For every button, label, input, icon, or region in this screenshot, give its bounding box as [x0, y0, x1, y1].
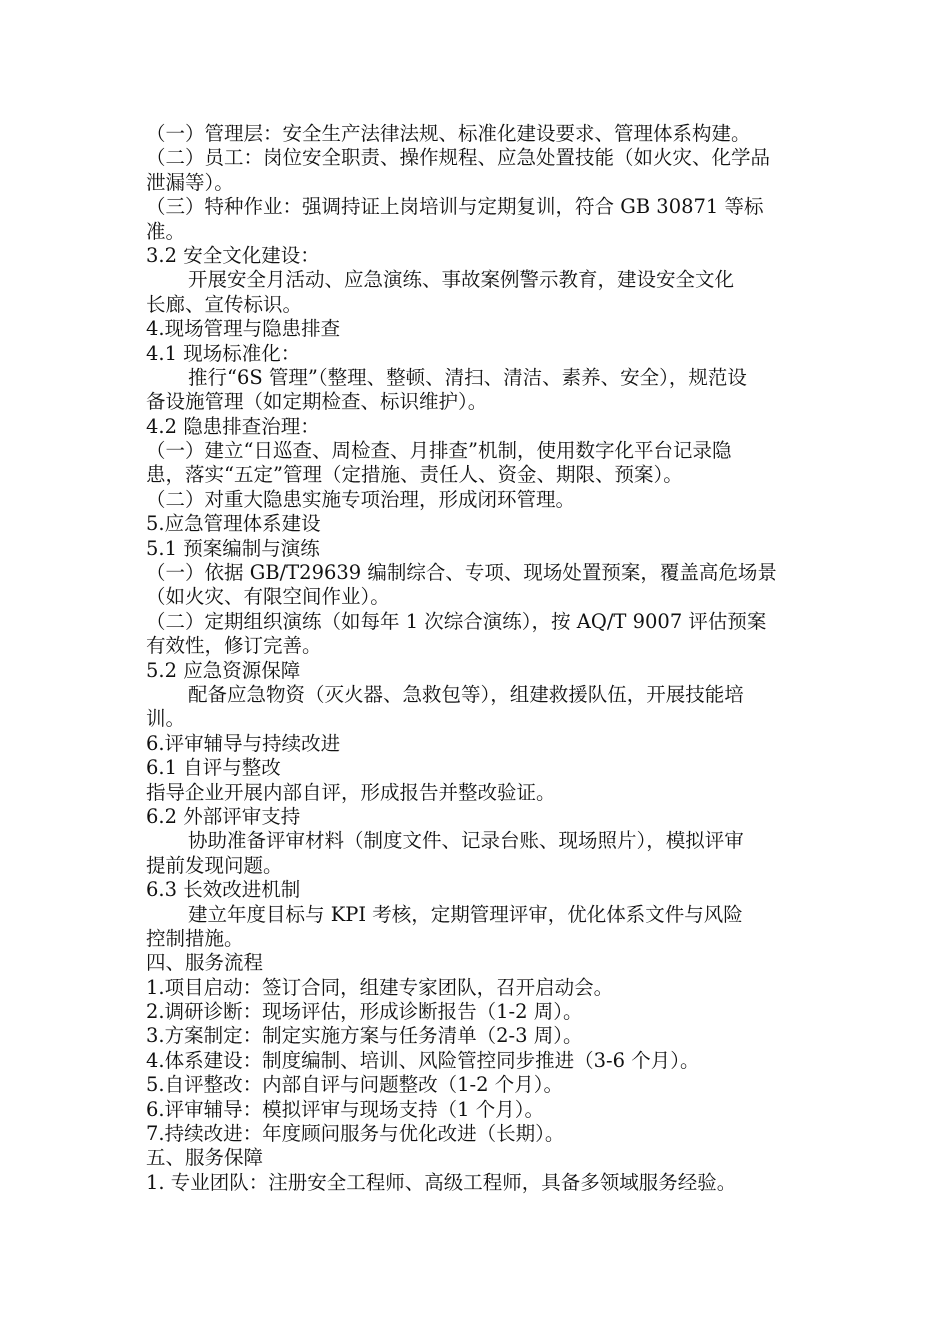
- text-line: 6.2 外部评审支持: [146, 804, 301, 828]
- text-line: （一）依据 GB/T29639 编制综合、专项、现场处置预案，覆盖高危场景: [146, 561, 777, 585]
- text-line: 训。: [146, 707, 186, 731]
- text-line: 6.评审辅导与持续改进: [146, 731, 341, 755]
- text-line: 4.1 现场标准化：: [146, 341, 301, 365]
- text-line: （二）定期组织演练（如每年 1 次综合演练），按 AQ/T 9007 评估预案: [146, 609, 767, 633]
- text-line: 指导企业开展内部自评，形成报告并整改验证。: [146, 780, 556, 804]
- text-line: （二）对重大隐患实施专项治理，形成闭环管理。: [146, 487, 576, 511]
- text-line: 有效性，修订完善。: [146, 634, 322, 658]
- text-line: 6.1 自评与整改: [146, 756, 281, 780]
- text-line: （一）建立“日巡查、周检查、月排查”机制，使用数字化平台记录隐: [146, 439, 732, 463]
- text-line: 长廊、宣传标识。: [146, 292, 303, 316]
- text-line: 患，落实“五定”管理（定措施、责任人、资金、期限、预案）。: [146, 463, 683, 487]
- text-line: 7.持续改进：年度顾问服务与优化改进（长期）。: [146, 1122, 565, 1146]
- text-line: 控制措施。: [146, 926, 244, 950]
- text-line: 5.应急管理体系建设: [146, 512, 321, 536]
- text-line: 协助准备评审材料（制度文件、记录台账、现场照片），模拟评审: [188, 829, 744, 853]
- text-line: 6.3 长效改进机制: [146, 878, 301, 902]
- text-line: 开展安全月活动、应急演练、事故案例警示教育，建设安全文化: [188, 268, 735, 292]
- text-line: 泄漏等）。: [146, 170, 234, 194]
- text-line: 1. 专业团队：注册安全工程师、高级工程师，具备多领域服务经验。: [146, 1170, 737, 1194]
- text-line: 2.调研诊断：现场评估，形成诊断报告（1-2 周）。: [146, 1000, 583, 1024]
- document-page: [146, 122, 810, 1195]
- text-line: 3.方案制定：制定实施方案与任务清单（2-3 周）。: [146, 1024, 583, 1048]
- text-line: 4.2 隐患排查治理：: [146, 414, 320, 438]
- text-line: 五、服务保障: [146, 1146, 264, 1170]
- text-line: 4.体系建设：制度编制、培训、风险管控同步推进（3-6 个月）。: [146, 1048, 700, 1072]
- text-line: 配备应急物资（灭火器、急救包等），组建救援队伍，开展技能培: [188, 682, 744, 706]
- text-line: 建立年度目标与 KPI 考核，定期管理评审，优化体系文件与风险: [188, 902, 743, 926]
- text-line: （二）员工：岗位安全职责、操作规程、应急处置技能（如火灾、化学品: [146, 146, 771, 170]
- text-line: 6.评审辅导：模拟评审与现场支持（1 个月）。: [146, 1097, 544, 1121]
- text-line: 四、服务流程: [146, 951, 264, 975]
- text-line: 5.自评整改：内部自评与问题整改（1-2 个月）。: [146, 1073, 563, 1097]
- text-line: 提前发现问题。: [146, 853, 283, 877]
- text-line: 5.1 预案编制与演练: [146, 536, 320, 560]
- text-line: 1.项目启动：签订合同，组建专家团队，召开启动会。: [146, 975, 614, 999]
- text-line: （如火灾、有限空间作业）。: [146, 585, 390, 609]
- text-line: （三）特种作业：强调持证上岗培训与定期复训，符合 GB 30871 等标: [146, 195, 764, 219]
- text-line: （一）管理层：安全生产法律法规、标准化建设要求、管理体系构建。: [146, 122, 751, 145]
- text-line: 5.2 应急资源保障: [146, 658, 301, 682]
- text-line: 4.现场管理与隐患排查: [146, 317, 341, 341]
- text-line: 准。: [146, 219, 186, 243]
- text-line: 备设施管理（如定期检查、标识维护）。: [146, 390, 488, 414]
- text-line: 3.2 安全文化建设：: [146, 243, 320, 267]
- text-line: 推行“6S 管理”（整理、整顿、清扫、清洁、素养、安全），规范设: [188, 365, 747, 389]
